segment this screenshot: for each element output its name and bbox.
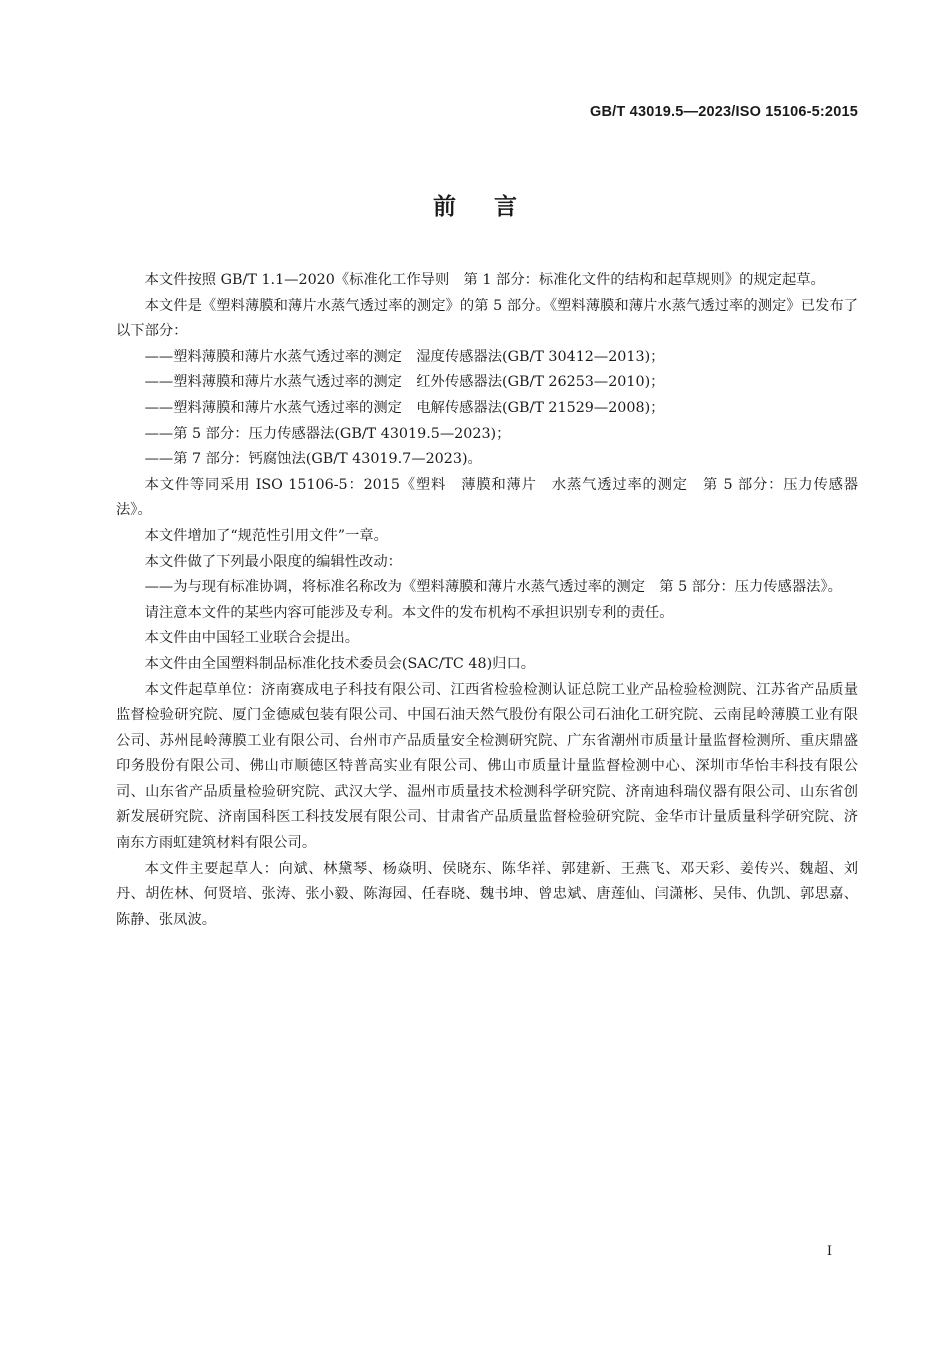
paragraph-drafting-rules: 本文件按照 GB/T 1.1—2020《标准化工作导则 第 1 部分：标准化文件的结构和起草规则》的规定起草。 [144,272,825,288]
list-item: ——塑料薄膜和薄片水蒸气透过率的测定 电解传感器法(GB/T 21529—2008)； [144,399,665,416]
paragraph-committee: 本文件由全国塑料制品标准化技术委员会(SAC/TC 48)归口。 [144,655,536,672]
page-title: 前言 [433,193,555,220]
standard-number-header: GB/T 43019.5—2023/ISO 15106-5:2015 [590,104,858,120]
paragraph-editorial-changes: 本文件做了下列最小限度的编辑性改动： [144,553,402,570]
list-item: ——塑料薄膜和薄片水蒸气透过率的测定 湿度传感器法(GB/T 30412—2013)； [144,348,665,365]
list-item: ——塑料薄膜和薄片水蒸气透过率的测定 红外传感器法(GB/T 26253—2010)； [144,374,665,391]
paragraph-drafting-units: 本文件起草单位：济南赛成电子科技有限公司、江西省检验检测认证总院工业产品检验检测院、江苏省产品质量监督检验研究院、厦门金德威包装有限公司、中国石油天然气股份有限公司石油化工研究院、云南昆岭薄膜工业有限公司、苏州昆岭薄膜工业有限公司、台州市产品质量安全检测研究院、广东省潮州市质量计量监督检测所、重庆鼎盛印务股份有限公司、佛山市顺德区特普高实业有限公司、佛山市质量计量监督检测中心、深圳市华怡丰科技有限公司、山东省产品质量检验研究院、武汉大学、温州市质量技术检测科学研究院、济南迪科瑞仪器有限公司、山东省创新发展研究院、济南国科医工科技发展有限公司、甘肃省产品质量监督检验研究院、金华市计量质量科学研究院、济南东方雨虹建筑材料有限公司。 [116,681,858,852]
foreword-body [116,268,858,933]
list-item: ——第 7 部分：钙腐蚀法(GB/T 43019.7—2023)。 [144,451,482,468]
paragraph-patent-notice: 请注意本文件的某些内容可能涉及专利。本文件的发布机构不承担识别专利的责任。 [144,604,674,621]
paragraph-drafters: 本文件主要起草人：向斌、林黛琴、杨焱明、侯晓东、陈华祥、郭建新、王燕飞、邓天彩、姜传兴、魏超、刘丹、胡佐林、何贤培、张涛、张小毅、陈海园、任春晓、魏书坤、曾忠斌、唐莲仙、闫潇彬、吴伟、仇凯、郭思嘉、陈静、张凤波。 [116,860,858,928]
page-number: I [826,1244,832,1259]
paragraph-iso-adoption: 本文件等同采用 ISO 15106-5：2015《塑料 薄膜和薄片 水蒸气透过率的测定 第 5 部分：压力传感器法》。 [116,476,858,519]
paragraph-added-chapter: 本文件增加了“规范性引用文件”一章。 [144,527,388,544]
list-item: ——第 5 部分：压力传感器法(GB/T 43019.5—2023)； [144,425,511,442]
list-item-editorial-change: ——为与现有标准协调，将标准名称改为《塑料薄膜和薄片水蒸气透过率的测定 第 5 部分：压力传感器法》。 [144,579,842,596]
paragraph-part-intro: 本文件是《塑料薄膜和薄片水蒸气透过率的测定》的第 5 部分。《塑料薄膜和薄片水蒸气透过率的测定》已发布了以下部分： [116,297,858,340]
paragraph-proposer: 本文件由中国轻工业联合会提出。 [144,630,360,647]
